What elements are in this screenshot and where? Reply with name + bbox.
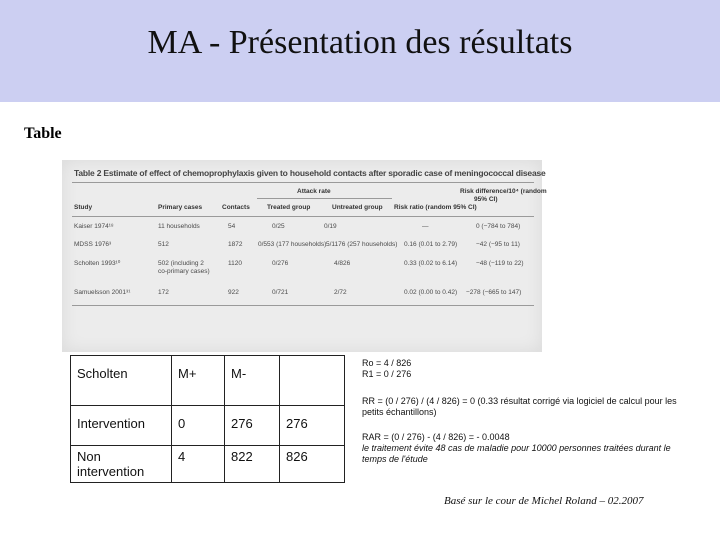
scan-cell: 2/72 (334, 289, 347, 296)
scan-cell: 502 (including 2 (158, 260, 204, 267)
scan-rule (72, 216, 534, 217)
scan-cell: 0/553 (177 households) (258, 241, 327, 248)
scan-rule (72, 182, 534, 183)
credit-line: Basé sur le cour de Michel Roland – 02.2007 (444, 495, 644, 507)
table-cell (280, 356, 345, 406)
scan-cell: 11 households (158, 223, 200, 230)
scan-header-primary: Primary cases (158, 204, 203, 211)
note-r1: R1 = 0 / 276 (362, 369, 412, 379)
scan-cell: −278 (−665 to 147) (466, 289, 522, 296)
scan-cell: 5/1176 (257 households) (326, 241, 398, 248)
table-cell: Scholten (71, 356, 172, 406)
table-row (71, 446, 345, 483)
scan-cell: 922 (228, 289, 239, 296)
slide-title: MA - Présentation des résultats (147, 24, 573, 61)
scan-cell: 1872 (228, 241, 243, 248)
table-row (71, 406, 345, 446)
scan-header-riskdiff2: 95% CI) (474, 196, 498, 203)
scan-header-contacts: Contacts (222, 204, 250, 211)
table-cell: 4 (172, 446, 225, 483)
scan-cell: 54 (228, 223, 236, 230)
scan-cell: 4/826 (334, 260, 351, 267)
scan-header-study: Study (74, 204, 93, 211)
scan-cell: Samuelsson 2001³¹ (74, 289, 131, 296)
table-cell: M+ (172, 356, 225, 406)
scan-cell: Scholten 1993¹⁰ (74, 260, 121, 267)
table-cell: 0 (172, 406, 225, 446)
table-row (71, 356, 345, 406)
scan-cell: co-primary cases) (158, 268, 210, 275)
table-cell: Non intervention (71, 446, 172, 483)
table-cell: Intervention (71, 406, 172, 446)
scan-cell: 0.16 (0.01 to 2.79) (404, 241, 458, 248)
scan-cell: 1120 (228, 260, 242, 267)
note-rar: RAR = (0 / 276) - (4 / 826) = - 0.0048 (362, 432, 510, 442)
table-cell: 276 (280, 406, 345, 446)
scan-cell: MDSS 1976³ (74, 241, 112, 248)
scan-cell: — (422, 223, 429, 230)
scan-caption: Table 2 Estimate of effect of chemoprophylaxis given to household contacts after sporadic case of meningococcal disease (74, 168, 546, 178)
scan-cell: Kaiser 1974¹⁸ (74, 223, 114, 230)
scan-cell: 0 (−784 to 784) (476, 223, 521, 230)
scan-rule (72, 305, 534, 306)
scan-header-untreated: Untreated group (332, 204, 383, 211)
scan-rule (257, 198, 392, 199)
scan-header-treated: Treated group (267, 204, 311, 211)
table-cell: M- (225, 356, 280, 406)
note-rar-interpretation: le traitement évite 48 cas de maladie pour 10000 personnes traitées durant le temps de l'étude (362, 443, 671, 464)
scan-cell: 172 (158, 289, 169, 296)
scan-cell: 0.33 (0.02 to 6.14) (404, 260, 458, 267)
contingency-table (70, 355, 345, 483)
table-cell: 822 (225, 446, 280, 483)
scan-cell: 0/19 (324, 223, 337, 230)
scan-cell: 0/25 (272, 223, 285, 230)
scanned-table-image (62, 160, 547, 352)
scan-header-riskdiff1: Risk difference/10⁴ (random (460, 188, 547, 195)
scan-header-riskratio: Risk ratio (random 95% CI) (394, 204, 477, 211)
scan-cell: 0/721 (272, 289, 289, 296)
scan-cell: −42 (−95 to 11) (476, 241, 520, 248)
note-ro: Ro = 4 / 826 (362, 358, 412, 368)
scan-cell: 0.02 (0.00 to 0.42) (404, 289, 458, 296)
table-cell: 826 (280, 446, 345, 483)
scan-cell: 512 (158, 241, 169, 248)
section-label: Table (24, 125, 62, 142)
scan-cell: −48 (−119 to 22) (476, 260, 524, 267)
scan-header-attack: Attack rate (297, 188, 331, 195)
note-rr: RR = (0 / 276) / (4 / 826) = 0 (0.33 résultat corrigé via logiciel de calcul pour les petits échantillons) (362, 396, 677, 417)
table-cell: 276 (225, 406, 280, 446)
scan-cell: 0/276 (272, 260, 289, 267)
